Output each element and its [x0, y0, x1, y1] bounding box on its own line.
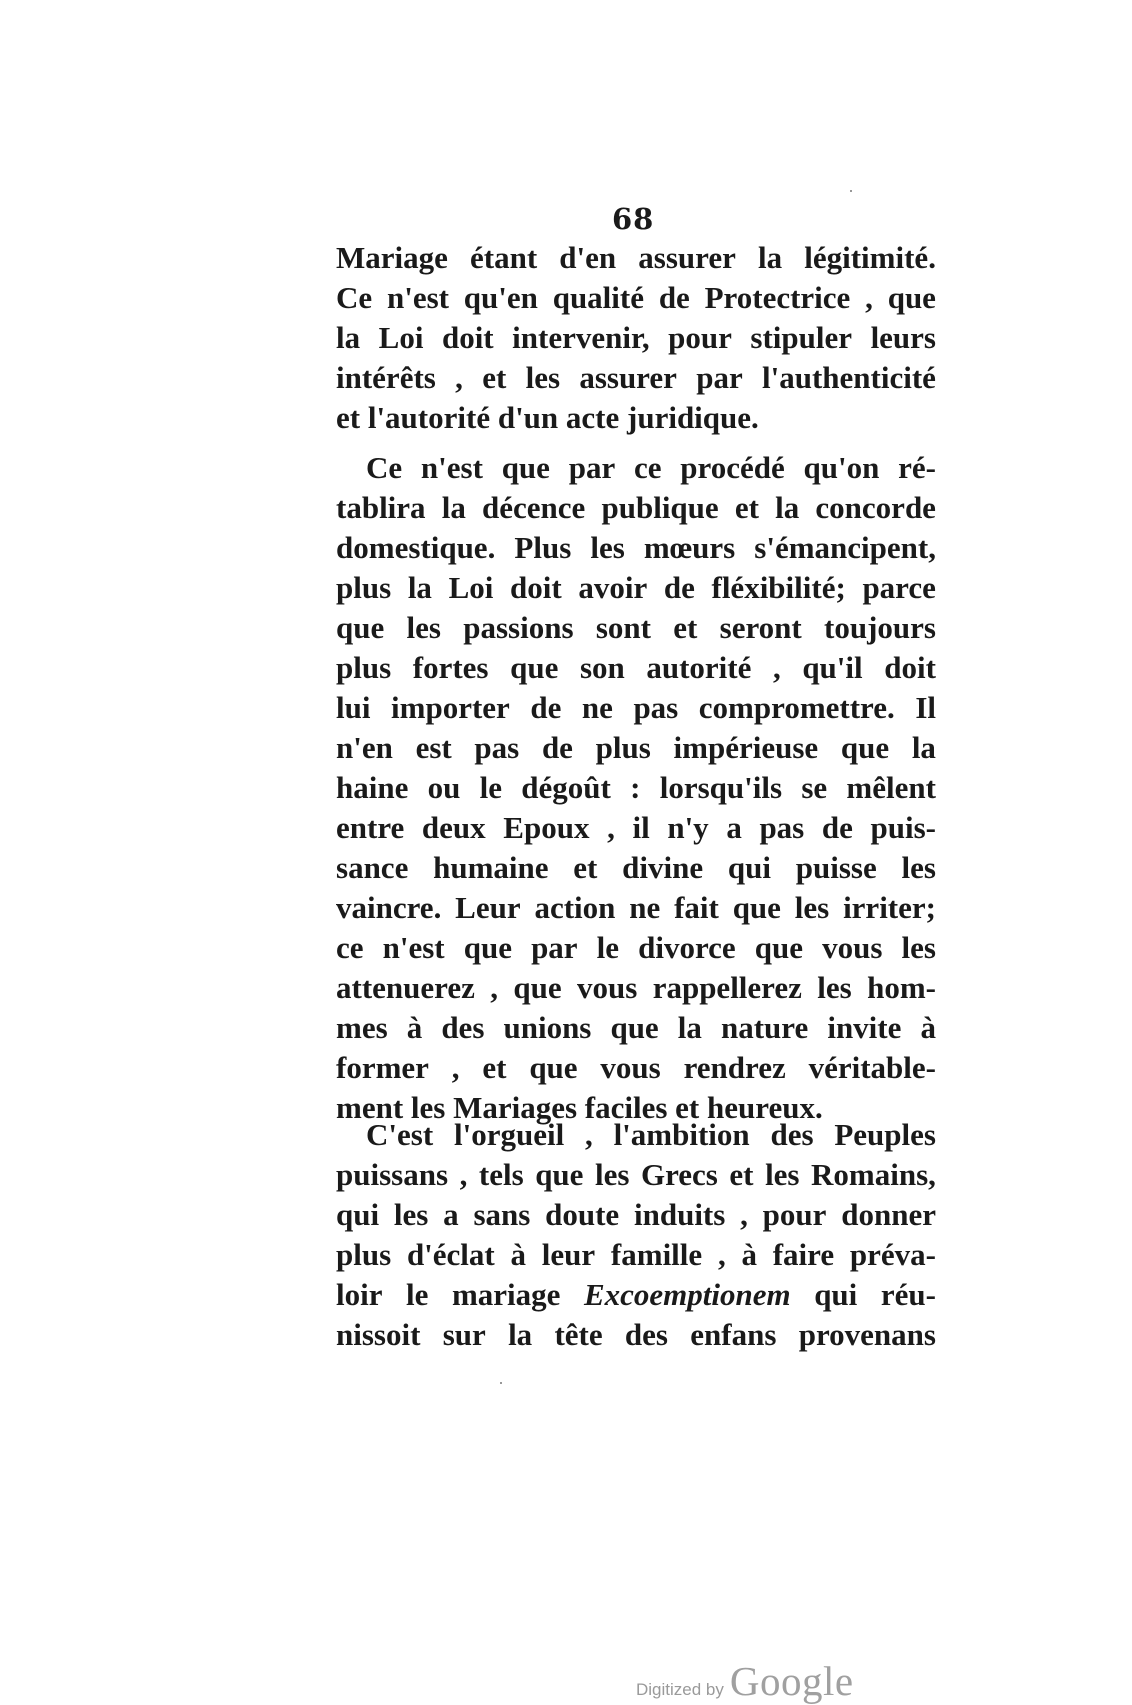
- line-text: [336, 728, 936, 768]
- word: ,: [459, 1157, 468, 1192]
- word: à: [406, 1010, 423, 1045]
- word: ,: [740, 1197, 748, 1232]
- word: véritable-: [808, 1050, 936, 1085]
- word: que: [535, 1157, 584, 1192]
- word: puissans: [336, 1157, 449, 1192]
- word: vous: [600, 1050, 661, 1085]
- word: réu-: [880, 1277, 936, 1312]
- word: tablira: [336, 490, 426, 525]
- word: mes: [336, 1010, 388, 1045]
- word: divorce: [638, 930, 736, 965]
- word: qualité: [552, 280, 644, 315]
- word: par: [696, 360, 743, 395]
- word: leur: [541, 1237, 596, 1272]
- word: Peuples: [834, 1117, 936, 1152]
- word: de: [530, 690, 562, 725]
- text-line: [336, 608, 936, 648]
- text-line: [336, 398, 936, 438]
- text-line: [336, 768, 936, 808]
- word: ,: [490, 970, 498, 1005]
- word: par: [531, 930, 578, 965]
- word: former: [336, 1050, 429, 1085]
- word: à: [510, 1237, 527, 1272]
- word: rappellerez: [652, 970, 802, 1005]
- line-text: [336, 968, 936, 1008]
- word: lui: [336, 690, 371, 725]
- word: ,: [717, 1237, 726, 1272]
- word: nature: [720, 1010, 809, 1045]
- word: la: [508, 1317, 533, 1352]
- word: sont: [595, 610, 651, 645]
- word: légitimité.: [804, 240, 936, 275]
- word: ,: [607, 810, 615, 845]
- word: que: [732, 890, 781, 925]
- word: ,: [455, 360, 463, 395]
- word: ce: [633, 450, 662, 485]
- text-line: [336, 238, 936, 278]
- word: par: [568, 450, 616, 485]
- line-text: [336, 1275, 936, 1315]
- word: action: [534, 890, 616, 925]
- word: sance: [336, 850, 409, 885]
- word: n'y: [667, 810, 709, 845]
- word: sur: [442, 1317, 486, 1352]
- word: domestique.: [336, 530, 496, 565]
- word: C'est: [366, 1117, 434, 1152]
- line-text: [336, 358, 936, 398]
- word: les: [901, 930, 936, 965]
- word: ne: [581, 690, 613, 725]
- line-text: [336, 528, 936, 568]
- text-line: [336, 318, 936, 358]
- word: impérieuse: [673, 730, 819, 765]
- word: Ce: [336, 280, 373, 315]
- word: puisse: [795, 850, 877, 885]
- text-line: [336, 888, 936, 928]
- word: de: [821, 810, 853, 845]
- line-text: [336, 1008, 936, 1048]
- word: que: [501, 450, 550, 485]
- word: et: [673, 610, 698, 645]
- scan-speck: [500, 1382, 502, 1384]
- word: les: [817, 970, 852, 1005]
- word: Leur: [455, 890, 521, 925]
- word: s'émancipent,: [754, 530, 936, 565]
- word: a: [443, 1197, 459, 1232]
- word: leurs: [870, 320, 936, 355]
- word: les: [525, 360, 561, 395]
- word: la: [911, 730, 936, 765]
- word: toujours: [824, 610, 936, 645]
- word: n'en: [336, 730, 393, 765]
- word: qui: [336, 1197, 380, 1232]
- word: qu'en: [463, 280, 538, 315]
- word: ,: [585, 1117, 593, 1152]
- word: nissoit: [336, 1317, 421, 1352]
- word: des: [770, 1117, 814, 1152]
- word: ,: [865, 280, 873, 315]
- word: à: [920, 1010, 936, 1045]
- line-text: [336, 888, 936, 928]
- word: :: [630, 770, 641, 805]
- text-line: [336, 1315, 936, 1355]
- word: invite: [827, 1010, 902, 1045]
- word: que: [336, 610, 385, 645]
- line-text: [336, 1195, 936, 1235]
- word: et: [734, 490, 759, 525]
- word: tels: [478, 1157, 524, 1192]
- word: pour: [668, 320, 732, 355]
- word: les: [590, 530, 625, 565]
- text-line: [336, 848, 936, 888]
- word: Loi: [378, 320, 424, 355]
- word: passions: [463, 610, 574, 645]
- word: préva-: [849, 1237, 936, 1272]
- word: faire: [772, 1237, 835, 1272]
- text-line: [336, 688, 936, 728]
- word: donner: [841, 1197, 936, 1232]
- word: ,: [772, 650, 781, 685]
- word: la: [775, 490, 800, 525]
- word: plus: [336, 570, 392, 605]
- word: que: [610, 1010, 659, 1045]
- word: qu'il: [802, 650, 863, 685]
- word: Grecs: [640, 1157, 718, 1192]
- word: de: [663, 570, 695, 605]
- scan-speck: [850, 190, 852, 192]
- word: provenans: [798, 1317, 936, 1352]
- google-logo: Google: [729, 1658, 854, 1704]
- word: que: [754, 930, 804, 965]
- word: n'est: [386, 280, 449, 315]
- line-text: [336, 1155, 936, 1195]
- word: deux: [421, 810, 486, 845]
- word: Il: [915, 690, 936, 725]
- word: Ce: [366, 450, 403, 485]
- word: ou: [427, 770, 461, 805]
- text-line: [336, 648, 936, 688]
- word: que: [840, 730, 890, 765]
- word: tête: [554, 1317, 603, 1352]
- text-line: [336, 968, 936, 1008]
- text-line: [336, 1115, 936, 1155]
- paragraph-2: [336, 448, 936, 1128]
- word: de: [541, 730, 573, 765]
- word: fait: [674, 890, 719, 925]
- word: il: [632, 810, 650, 845]
- word: Romains,: [811, 1157, 936, 1192]
- word: assurer: [638, 240, 736, 275]
- word: hom-: [867, 970, 936, 1005]
- word: des: [441, 1010, 485, 1045]
- word: pas: [759, 810, 805, 845]
- word: les: [901, 850, 936, 885]
- word: les: [794, 890, 830, 925]
- word: Mariage: [336, 240, 448, 275]
- word: assurer: [579, 360, 677, 395]
- word: les: [393, 1197, 429, 1232]
- word: est: [415, 730, 452, 765]
- word: que: [529, 1050, 578, 1085]
- line-text: [336, 318, 936, 358]
- text-line: [336, 1235, 936, 1275]
- word: entre: [336, 810, 405, 845]
- text-line: [336, 808, 936, 848]
- text-line: [336, 1275, 936, 1315]
- word: d'en: [559, 240, 617, 275]
- word: mœurs: [643, 530, 736, 565]
- paragraph-1: [336, 238, 936, 438]
- word: Epoux: [503, 810, 590, 845]
- word: l'ambition: [613, 1117, 750, 1152]
- word: seront: [719, 610, 802, 645]
- word: et: [482, 360, 507, 395]
- word: doit: [884, 650, 936, 685]
- word: le: [479, 770, 503, 805]
- word: vous: [577, 970, 638, 1005]
- word: le: [596, 930, 620, 965]
- word: et: [729, 1157, 754, 1192]
- word: Excoemptionem: [583, 1277, 791, 1312]
- word: Plus: [514, 530, 572, 565]
- word: plus: [336, 650, 392, 685]
- word: enfans: [690, 1317, 777, 1352]
- word: n'est: [420, 450, 483, 485]
- word: unions: [503, 1010, 592, 1045]
- word: que: [513, 970, 562, 1005]
- text-line: [336, 568, 936, 608]
- word: son: [579, 650, 625, 685]
- line-text: [336, 648, 936, 688]
- text-line: [336, 358, 936, 398]
- word: plus: [595, 730, 651, 765]
- word: se: [801, 770, 828, 805]
- word: l'authenticité: [762, 360, 936, 395]
- word: publique: [601, 490, 719, 525]
- text-line: [336, 278, 936, 318]
- word: la: [441, 490, 466, 525]
- word: plus: [336, 1237, 392, 1272]
- text-line: [336, 1008, 936, 1048]
- text-line: [336, 728, 936, 768]
- word: pour: [762, 1197, 827, 1232]
- word: d'éclat: [406, 1237, 495, 1272]
- word: que: [887, 280, 936, 315]
- line-text: [336, 1235, 936, 1275]
- word: pas: [474, 730, 520, 765]
- word: mêlent: [846, 770, 936, 805]
- word: à: [741, 1237, 757, 1272]
- word: que: [510, 650, 559, 685]
- line-text: [366, 448, 936, 488]
- text-line: [336, 1048, 936, 1088]
- text-line: [336, 1155, 936, 1195]
- word: autorité: [646, 650, 752, 685]
- word: ,: [451, 1050, 460, 1085]
- word: doit: [510, 570, 562, 605]
- line-text: [336, 808, 936, 848]
- line-text: [336, 928, 936, 968]
- text-line: [336, 488, 936, 528]
- word: vaincre.: [336, 890, 442, 925]
- word: avoir: [578, 570, 648, 605]
- line-text: [366, 1115, 936, 1155]
- word: les: [765, 1157, 800, 1192]
- word: vous: [822, 930, 883, 965]
- word: Protectrice: [704, 280, 851, 315]
- line-text: ment les Mariages faciles et heureux.: [336, 1090, 823, 1125]
- word: humaine: [433, 850, 549, 885]
- word: doute: [545, 1197, 620, 1232]
- word: rendrez: [683, 1050, 786, 1085]
- word: lorsqu'ils: [659, 770, 783, 805]
- word: importer: [391, 690, 510, 725]
- paragraph-3: [336, 1115, 936, 1355]
- word: doit: [441, 320, 494, 355]
- word: la: [336, 320, 361, 355]
- word: dégoût: [521, 770, 611, 805]
- word: divine: [622, 850, 704, 885]
- word: les: [406, 610, 441, 645]
- word: loir: [336, 1277, 383, 1312]
- word: qui: [814, 1277, 858, 1312]
- word: a: [726, 810, 742, 845]
- word: fortes: [412, 650, 489, 685]
- word: stipuler: [750, 320, 853, 355]
- word: qui: [727, 850, 771, 885]
- line-text: [336, 688, 936, 728]
- line-text: [336, 238, 936, 278]
- word: compromettre.: [698, 690, 895, 725]
- line-text: [336, 608, 936, 648]
- line-text: [336, 278, 936, 318]
- word: puis-: [870, 810, 936, 845]
- text-line: [336, 448, 936, 488]
- word: attenuerez: [336, 970, 475, 1005]
- text-line: [336, 528, 936, 568]
- line-text: [336, 848, 936, 888]
- line-text: [336, 488, 936, 528]
- word: que: [463, 930, 512, 965]
- word: et: [482, 1050, 507, 1085]
- line-text: [336, 1048, 936, 1088]
- page-number: 68: [612, 202, 655, 236]
- word: fléxibilité;: [711, 570, 846, 605]
- word: ce: [336, 930, 364, 965]
- word: de: [658, 280, 690, 315]
- word: famille: [610, 1237, 703, 1272]
- word: et: [573, 850, 598, 885]
- word: haine: [336, 770, 409, 805]
- word: décence: [482, 490, 586, 525]
- word: procédé: [680, 450, 785, 485]
- digitized-watermark: [636, 1657, 854, 1705]
- word: le: [406, 1277, 429, 1312]
- word: ne: [629, 890, 661, 925]
- line-text: [336, 768, 936, 808]
- text-line: [336, 928, 936, 968]
- text-line: [336, 1195, 936, 1235]
- word: l'orgueil: [453, 1117, 565, 1152]
- word: la: [407, 570, 432, 605]
- word: parce: [862, 570, 936, 605]
- word: mariage: [451, 1277, 561, 1312]
- digitized-label: Digitized by: [636, 1680, 724, 1699]
- word: induits: [633, 1197, 726, 1232]
- word: irriter;: [843, 890, 936, 925]
- word: ré-: [898, 450, 936, 485]
- word: étant: [470, 240, 538, 275]
- word: n'est: [382, 930, 445, 965]
- line-text: et l'autorité d'un acte juridique.: [336, 400, 759, 435]
- word: concorde: [815, 490, 936, 525]
- word: les: [594, 1157, 630, 1192]
- line-text: [336, 1315, 936, 1355]
- word: des: [624, 1317, 668, 1352]
- word: pas: [633, 690, 679, 725]
- word: la: [758, 240, 783, 275]
- word: intervenir,: [512, 320, 650, 355]
- word: qu'on: [803, 450, 880, 485]
- line-text: [336, 568, 936, 608]
- word: Loi: [448, 570, 494, 605]
- word: intérêts: [336, 360, 436, 395]
- word: sans: [473, 1197, 531, 1232]
- word: la: [677, 1010, 702, 1045]
